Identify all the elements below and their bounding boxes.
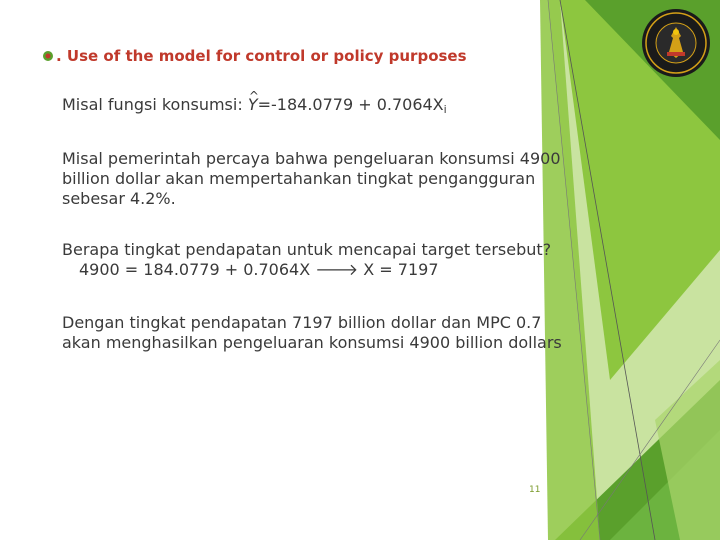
university-seal-icon [641, 8, 711, 78]
paragraph-line: billion dollar akan mempertahankan tingkat pengangguran [62, 169, 536, 188]
y-hat-symbol: ^ Y [248, 95, 258, 114]
paragraph-line: sebesar 4.2%. [62, 189, 176, 208]
paragraph-line: Dengan tingkat pendapatan 7197 billion dollar dan MPC 0.7 [62, 313, 542, 332]
government-belief-paragraph [62, 149, 561, 209]
slide-heading [42, 47, 467, 65]
heading-text: . Use of the model for control or policy purposes [56, 47, 467, 65]
paragraph-line: Misal pemerintah percaya bahwa pengeluaran konsumsi 4900 [62, 149, 561, 168]
conclusion-paragraph [62, 313, 562, 353]
consumption-equation: =-184.0779 + 0.7064X [257, 95, 444, 114]
paragraph-line: akan menghasilkan pengeluaran konsumsi 4900 billion dollars [62, 333, 562, 352]
calculation-line: 4900 = 184.0779 + 0.7064X 🡒 X = 7197 [79, 260, 439, 279]
consumption-function-line [62, 95, 447, 120]
bullet-dot-icon [42, 50, 54, 62]
equation-subscript: i [443, 103, 447, 116]
page-number: 11 [529, 485, 541, 495]
question-line: Berapa tingkat pendapatan untuk mencapai target tersebut? [62, 240, 552, 259]
consumption-prefix: Misal fungsi konsumsi: [62, 95, 248, 114]
question-paragraph [62, 240, 551, 280]
